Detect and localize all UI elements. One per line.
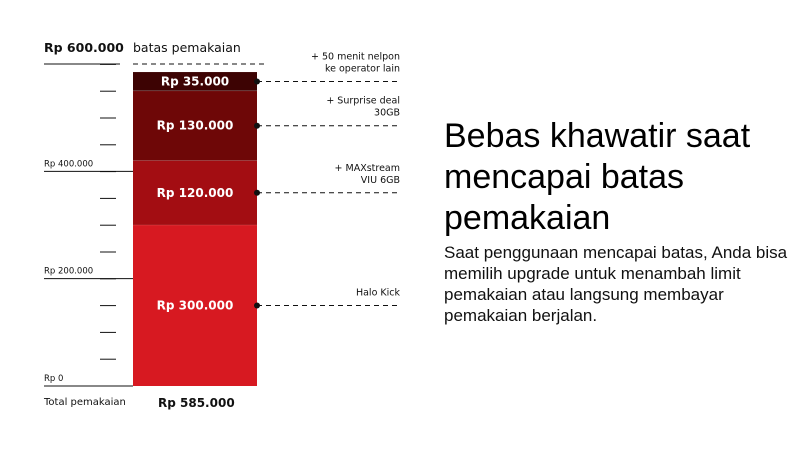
bar-value-label: Rp 35.000	[160, 74, 230, 89]
description-text: Saat penggunaan mencapai batas, Anda bisa memilih upgrade untuk menambah limit pemakaian atau langsung membayar pemakaian berjalan.	[444, 243, 788, 325]
max-limit-label: batas pemakaian	[133, 40, 241, 55]
segment-annotation: + Surprise deal 30GB	[326, 95, 400, 119]
bar-value-label: Rp 130.000	[156, 118, 234, 133]
bar-value-label: Rp 300.000	[156, 298, 234, 313]
segment-annotation: + 50 menit nelpon ke operator lain	[311, 51, 400, 75]
max-limit-value: Rp 600.000	[44, 40, 124, 55]
y-tick-label: Rp 400.000	[44, 159, 94, 170]
total-usage-label: Total pemakaian	[44, 397, 126, 408]
bar-value-label: Rp 120.000	[156, 185, 234, 200]
y-tick-label: Rp 0	[44, 374, 64, 384]
y-tick-label: Rp 200.000	[44, 266, 94, 277]
segment-annotation: Halo Kick	[355, 287, 400, 299]
segment-annotation: + MAXstream VIU 6GB	[334, 162, 400, 186]
headline: Bebas khawatir saat mencapai batas pemakaian	[444, 117, 751, 237]
total-usage-value: Rp 585.000	[158, 396, 235, 410]
